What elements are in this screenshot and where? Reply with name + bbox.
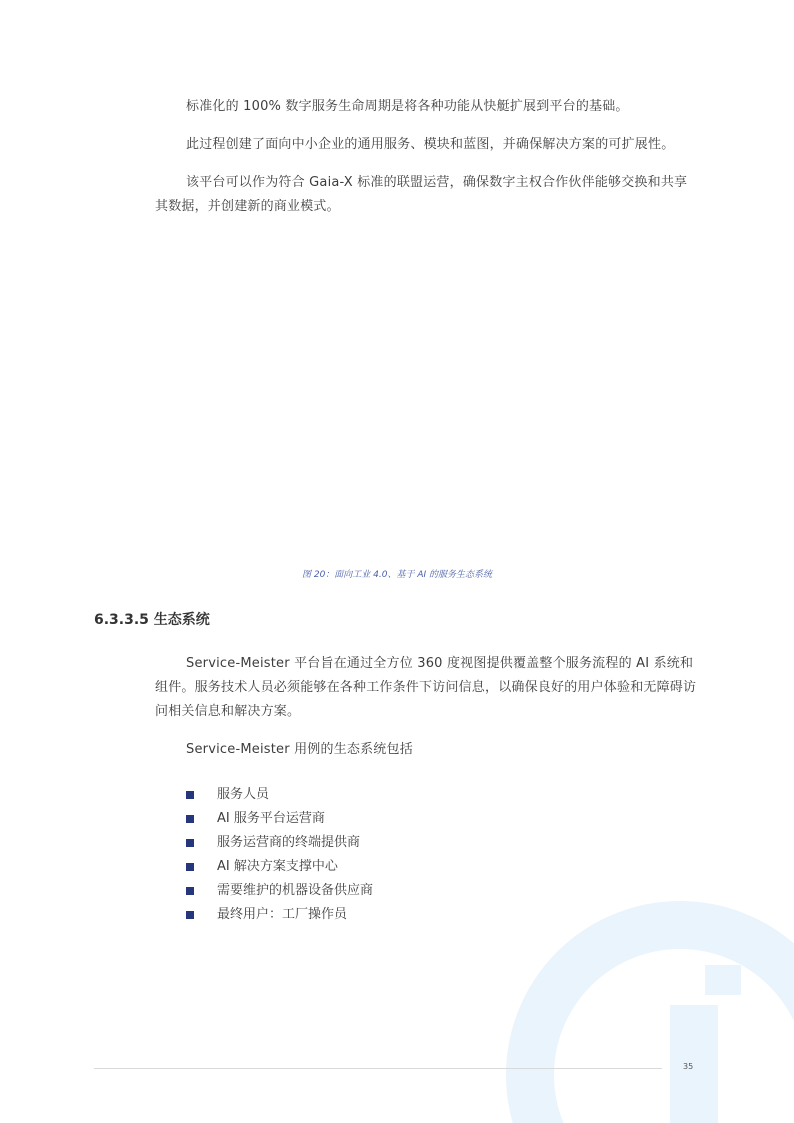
bullet-square-icon [186, 815, 194, 823]
section-heading [94, 609, 210, 629]
list-item [186, 903, 373, 927]
list-item [186, 855, 373, 879]
paragraph-5: Service-Meister 用例的生态系统包括 [186, 742, 413, 757]
bullet-square-icon [186, 791, 194, 799]
bullet-square-icon [186, 863, 194, 871]
list-item [186, 783, 373, 807]
ecosystem-list [186, 783, 373, 927]
list-item [186, 879, 373, 903]
bullet-square-icon [186, 887, 194, 895]
list-item-label: AI 解决方案支撑中心 [217, 859, 338, 874]
bullet-square-icon [186, 911, 194, 919]
section-title: 生态系统 [153, 612, 210, 628]
list-item-label: 服务人员 [217, 787, 270, 802]
paragraph-3: 该平台可以作为符合 Gaia-X 标准的联盟运营，确保数字主权合作伙伴能够交换和共享其数据，并创建新的商业模式。 [155, 175, 688, 214]
paragraph-4: Service-Meister 平台旨在通过全方位 360 度视图提供覆盖整个服务流程的 AI 系统和组件。服务技术人员必须能够在各种工作条件下访问信息，以确保良好的用户体验和无障碍访问相关信息和解决方案。 [155, 656, 697, 719]
page-number: 35 [683, 1062, 694, 1071]
list-item-label: 最终用户：工厂操作员 [217, 907, 348, 922]
bullet-square-icon [186, 839, 194, 847]
list-item [186, 807, 373, 831]
paragraph-2: 此过程创建了面向中小企业的通用服务、模块和蓝图，并确保解决方案的可扩展性。 [186, 137, 675, 152]
section-number: 6.3.3.5 [94, 612, 149, 628]
list-item [186, 831, 373, 855]
list-item-label: 需要维护的机器设备供应商 [217, 883, 374, 898]
figure-caption: 图 20：面向工业 4.0、基于 AI 的服务生态系统 [301, 570, 493, 580]
list-item-label: AI 服务平台运营商 [217, 811, 325, 826]
paragraph-1: 标准化的 100% 数字服务生命周期是将各种功能从快艇扩展到平台的基础。 [186, 99, 629, 114]
list-item-label: 服务运营商的终端提供商 [217, 835, 361, 850]
footer-divider [94, 1068, 662, 1069]
